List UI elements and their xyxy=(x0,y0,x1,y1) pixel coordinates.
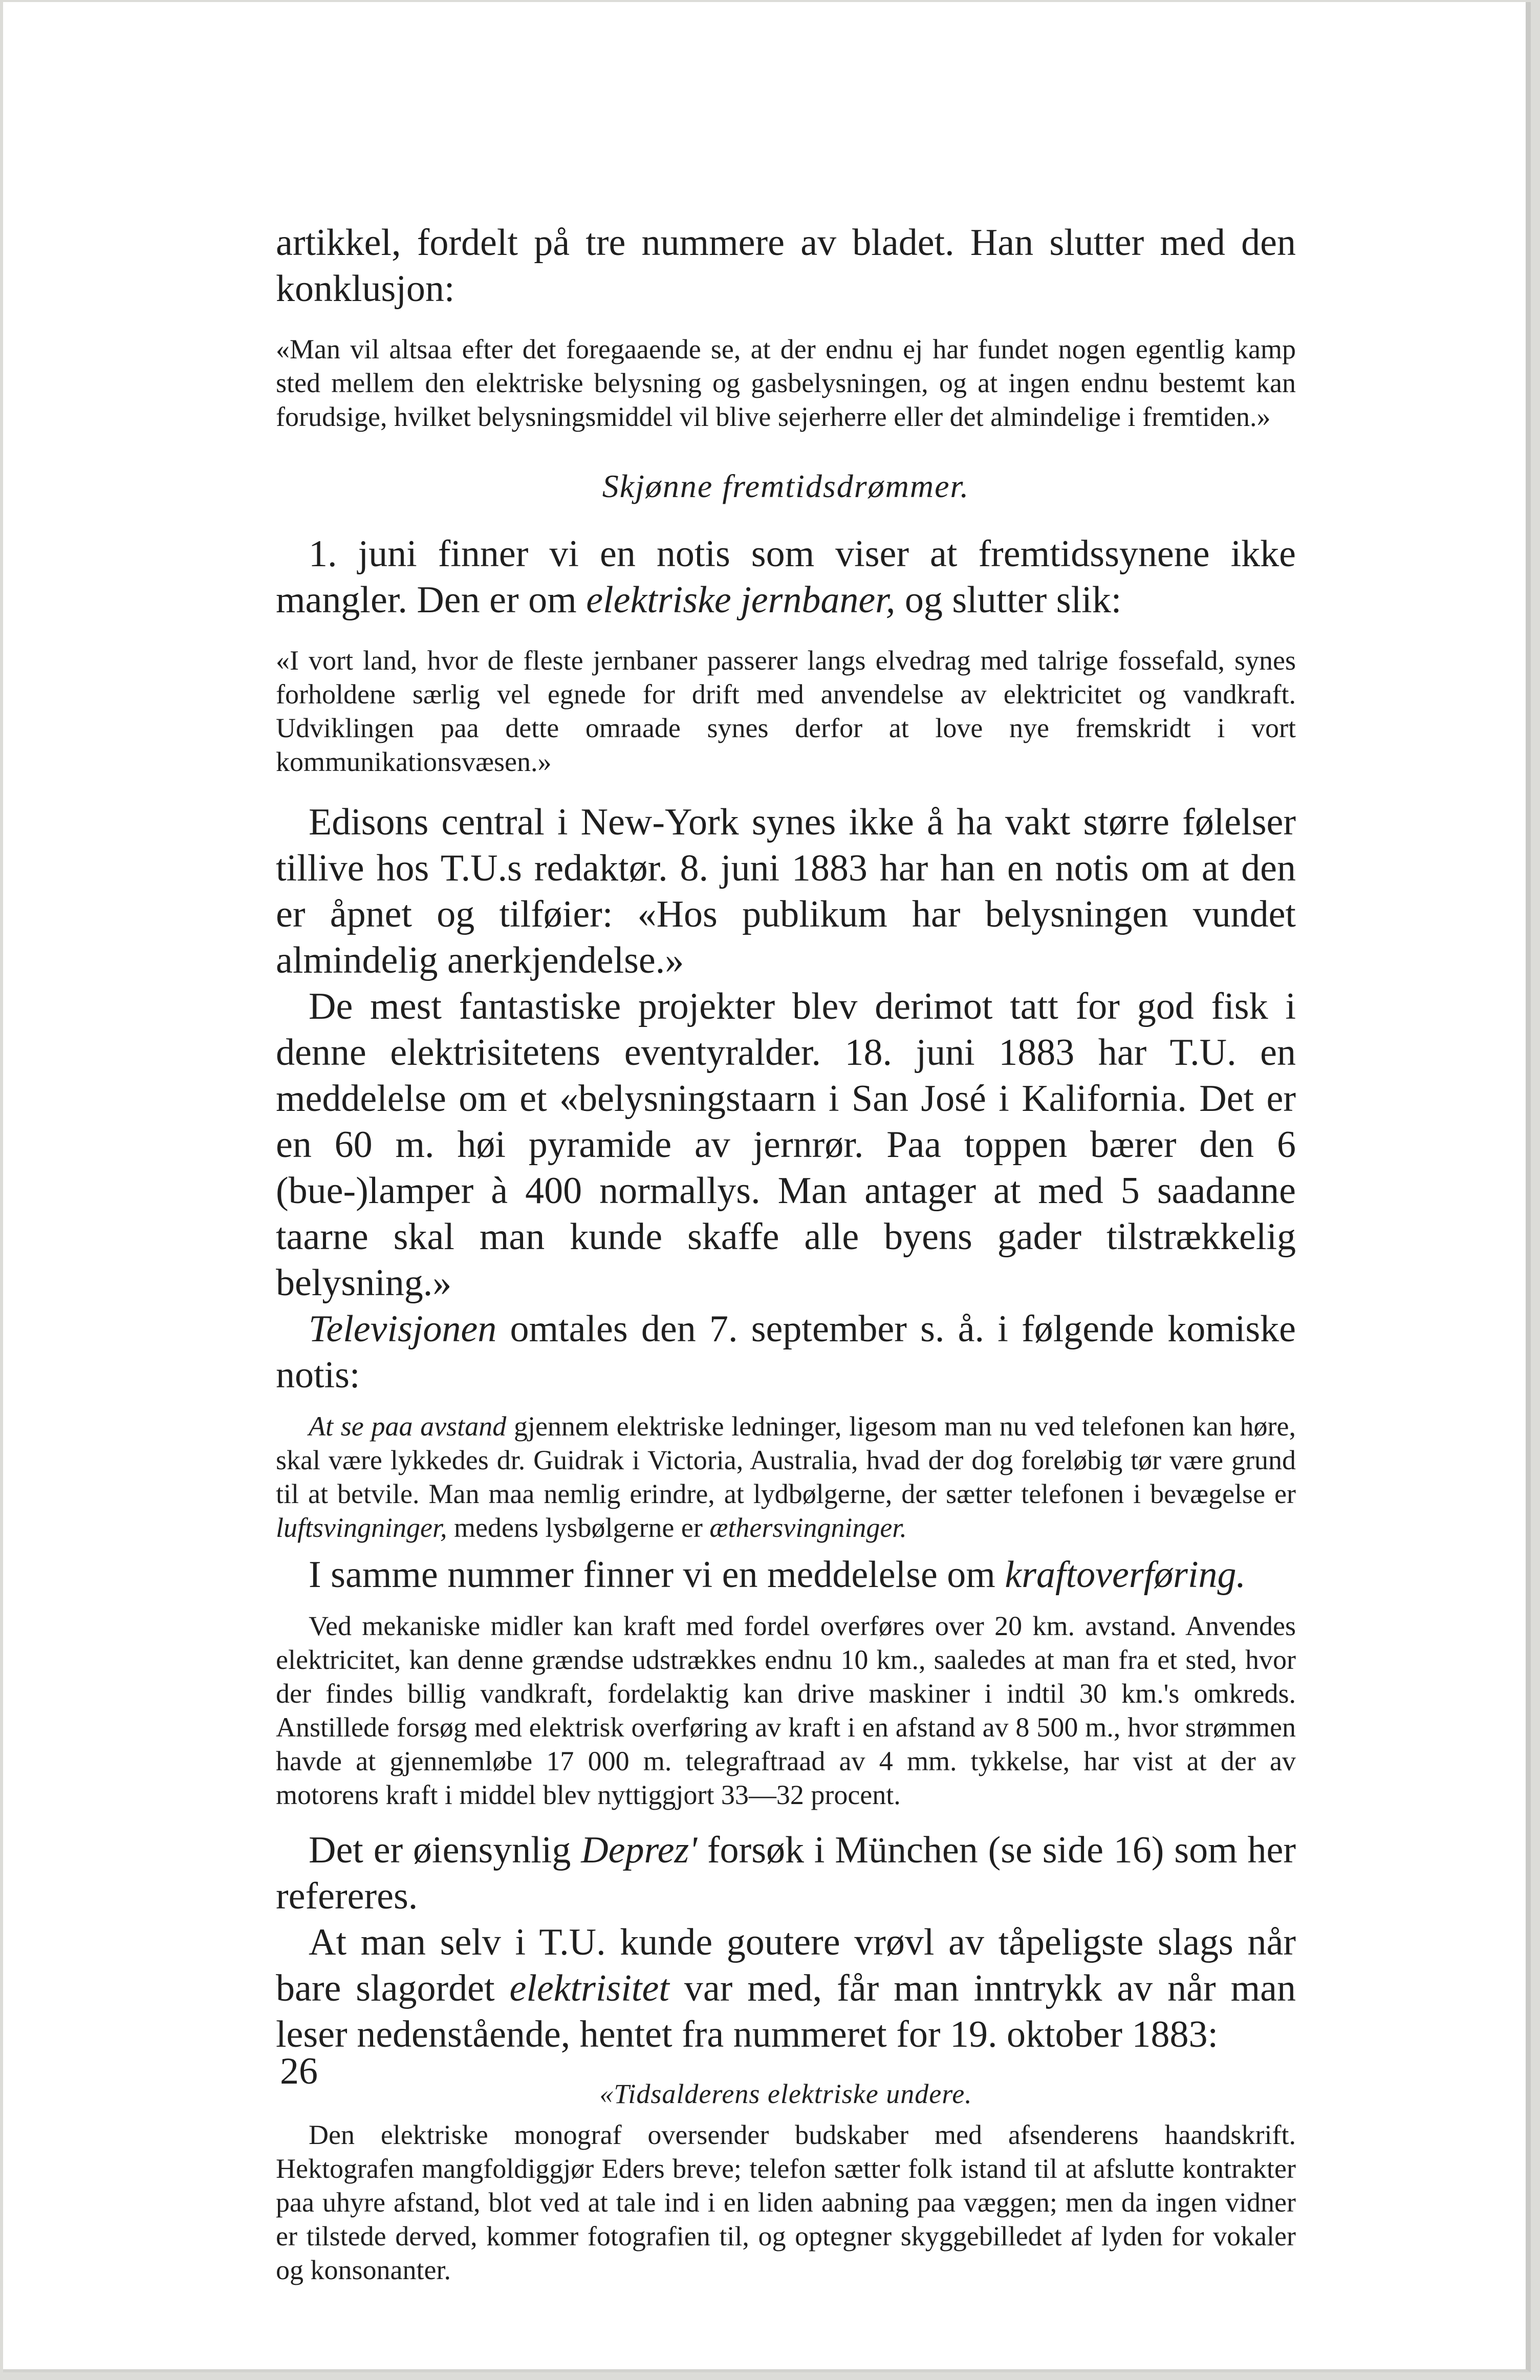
paragraph-television: Televisjonen omtales den 7. september s. å. i følgende komiske notis: xyxy=(276,1308,1296,1396)
paragraph-power-transmission: I samme nummer finner vi en meddelelse om kraftoverføring. xyxy=(309,1554,1246,1596)
quote-railways: «I vort land, hvor de fleste jernbaner passerer langs elvedrag med talrige fossefald, synes forholdene særlig vel egnede for drift med anvendelse av elektricitet og vandkraft. Udviklingen paa dette omraade synes derfor at love nye fremskridt i vort kommunikationsvæsen.» xyxy=(276,645,1296,777)
page-number: 26 xyxy=(280,2050,318,2092)
quote-electric-wonders: Den elektriske monograf oversender budskaber med afsenderens haandskrift. Hektografen mangfoldiggjør Eders breve; telefon sætter folk istand til at afslutte kontrakter paa uhyre afstand, blot ved at tale ind i en liden aabning paa væggen; men da ingen vidner er tilstede derved, kommer fotografien til, og optegner skyggebilledet af lyden for vokaler og konsonanter. xyxy=(276,2119,1296,2285)
quote-television: At se paa avstand gjennem elektriske ledninger, ligesom man nu ved telefonen kan høre, skal være lykkedes dr. Guidrak i Victoria, Australia, hvad der dog foreløbig tør være grund til at betvile. Man maa nemlig erindre, at lydbølgerne, der sætter telefonen i bevægelse er luftsvingninger, medens lysbølgerne er æthersvingninger. xyxy=(276,1411,1296,1543)
paragraph-nonsense: At man selv i T.U. kunde goutere vrøvl av tåpeligste slags når bare slagordet elektrisitet var med, får man inntrykk av når man leser nedenstående, hentet fra nummeret for 19. oktober 1883: xyxy=(276,1921,1296,2055)
paragraph-deprez: Det er øiensynlig Deprez' forsøk i München (se side 16) som her refereres. xyxy=(276,1829,1296,1917)
quote-gas-lighting: «Man vil altsaa efter det foregaaende se, at der endnu ej har fundet nogen egentlig kamp sted mellem den elektriske belysning og gasbelysningen, og at ingen endnu bestemt kan forudsige, hvilket belysningsmiddel vil blive sejerherre eller det almindelige i fremtiden.» xyxy=(276,334,1296,432)
section-heading: Skjønne fremtidsdrømmer. xyxy=(602,468,970,504)
paragraph-edison: Edisons central i New-York synes ikke å ha vakt større følelser tillive hos T.U.s redaktør. 8. juni 1883 har han en notis om at den er åpnet og tilføier: «Hos publikum har belysningen vundet almindelig anerkjendelse.» xyxy=(276,801,1296,981)
paragraph-lighting-tower: De mest fantastiske projekter blev derimot tatt for god fisk i denne elektrisitetens eventyralder. 18. juni 1883 har T.U. en meddelelse om et «belysningstaarn i San José i Kalifornia. Det er en 60 m. høi pyramide av jernrør. Paa toppen bærer den 6 (bue-)lamper à 400 normallys. Man antager at med 5 saadanne taarne skal man kunde skaffe alle byens gader tilstrækkelig belysning.» xyxy=(276,985,1296,1304)
paragraph-intro: artikkel, fordelt på tre nummere av bladet. Han slutter med den konklusjon: xyxy=(276,222,1296,310)
quote-power-transmission: Ved mekaniske midler kan kraft med fordel overføres over 20 km. avstand. Anvendes elektricitet, kan denne grændse udstrækkes endnu 10 km., saaledes at man fra et sted, hvor der findes billig vandkraft, fordelaktig kan drive maskiner i indtil 30 km.'s omkreds. Anstillede forsøg med elektrisk overføring av kraft i en afstand av 8 500 m., hvor strømmen havde at gjennemløbe 17 000 m. telegraftraad av 4 mm. tykkelse, har vist at der av motorens kraft i middel blev nyttiggjort 33—32 procent. xyxy=(276,1611,1296,1810)
book-page xyxy=(3,2,1531,2372)
paragraph-future-visions: 1. juni finner vi en notis som viser at fremtidssynene ikke mangler. Den er om elektriske jernbaner, og slutter slik: xyxy=(276,533,1296,621)
text-column xyxy=(276,220,1296,2287)
quote-heading-wonders: «Tidsalderens elektriske undere. xyxy=(599,2078,972,2109)
